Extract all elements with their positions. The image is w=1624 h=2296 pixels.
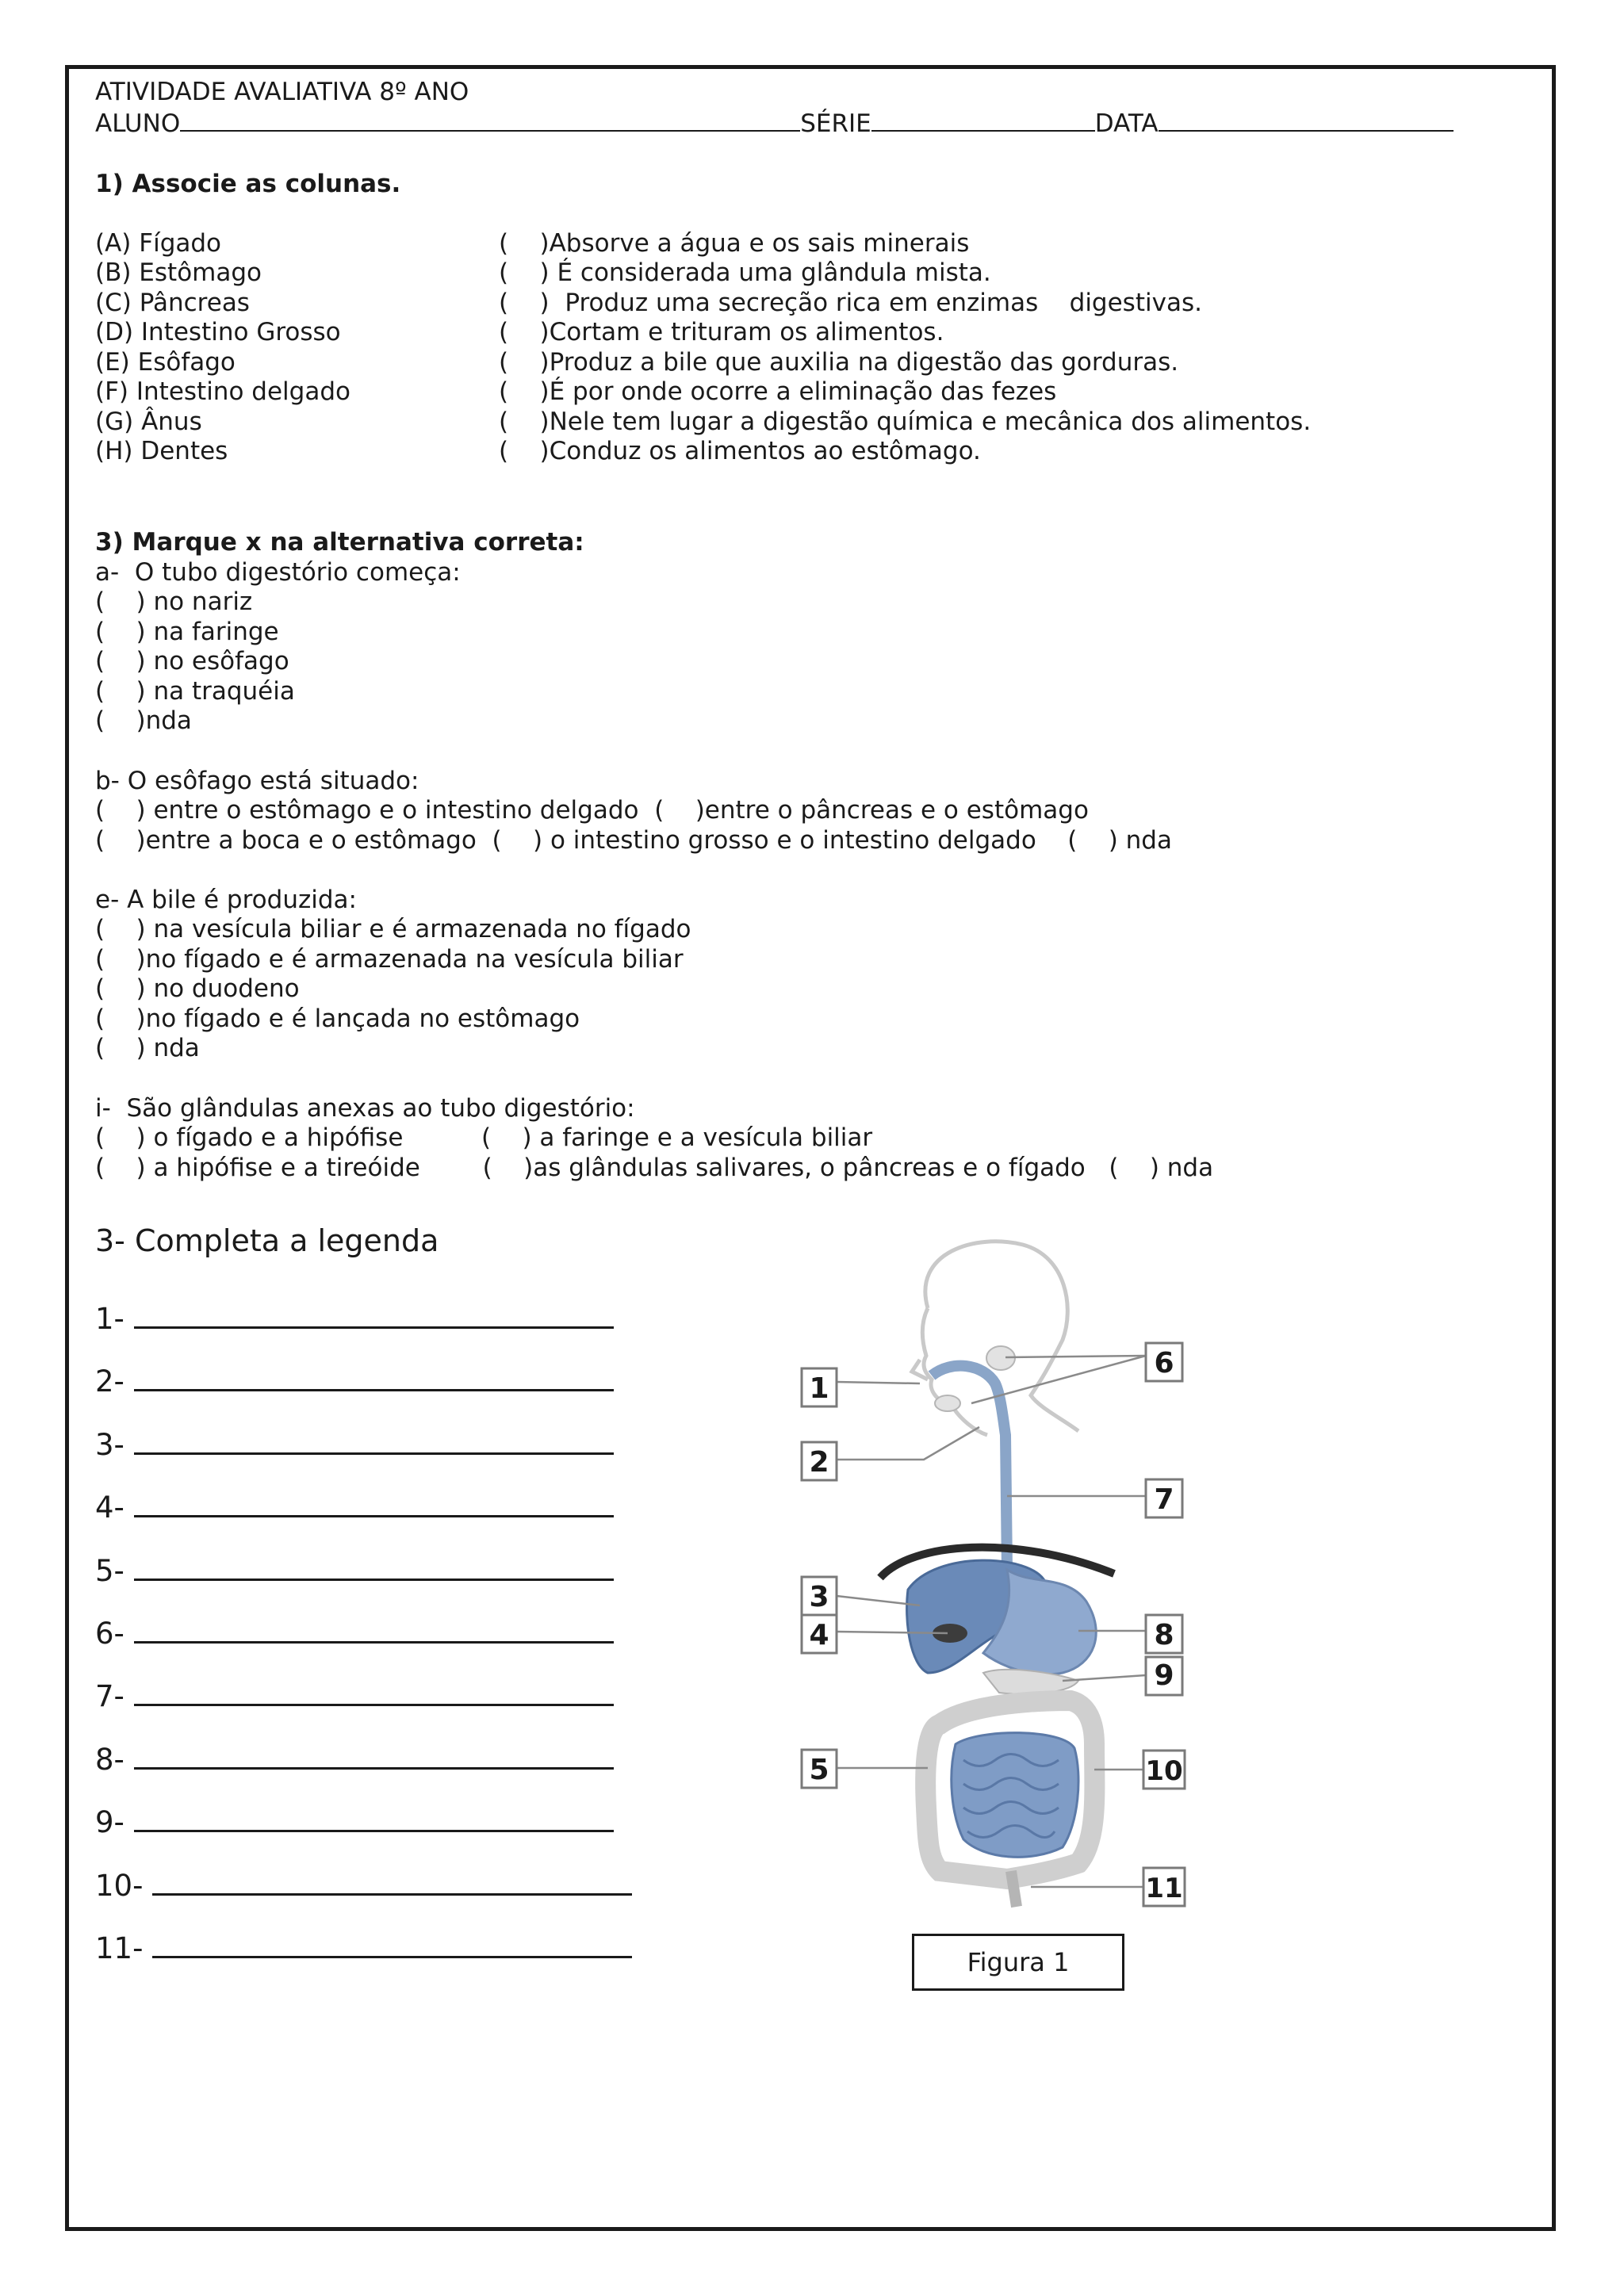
q3i-question: i- São glândulas anexas ao tubo digestório: bbox=[95, 1094, 635, 1123]
legend-item[interactable] bbox=[95, 1617, 614, 1651]
legend-answer-line[interactable] bbox=[134, 1365, 614, 1391]
q1-left-item: (D) Intestino Grosso bbox=[95, 318, 341, 346]
q3b-options-line[interactable]: ( ) entre o estômago e o intestino delgado ( )entre o pâncreas e o estômago bbox=[95, 796, 1089, 825]
legend-answer-line[interactable] bbox=[134, 1743, 614, 1770]
student-line bbox=[95, 108, 1454, 140]
q3b-question: b- O esôfago está situado: bbox=[95, 767, 419, 795]
q1-left-item: (A) Fígado bbox=[95, 229, 222, 258]
legend-number: 2- bbox=[95, 1364, 124, 1399]
legend-answer-line[interactable] bbox=[134, 1680, 614, 1706]
aluno-label: ALUNO bbox=[95, 109, 181, 138]
q3a-question: a- O tubo digestório começa: bbox=[95, 558, 461, 587]
legend-number: 11- bbox=[95, 1931, 144, 1965]
q3e-option[interactable]: ( )no fígado e é armazenada na vesícula biliar bbox=[95, 945, 684, 974]
q3a-option[interactable]: ( )nda bbox=[95, 706, 192, 735]
legend-item[interactable] bbox=[95, 1743, 614, 1777]
q1-left-item: (H) Dentes bbox=[95, 437, 228, 465]
figure-label-4: 4 bbox=[809, 1619, 829, 1651]
q3a-option[interactable]: ( ) no nariz bbox=[95, 587, 253, 616]
legend-item[interactable] bbox=[95, 1805, 614, 1839]
figure-label-11: 11 bbox=[1145, 1873, 1183, 1904]
data-label: DATA bbox=[1094, 109, 1159, 138]
figure-caption: Figura 1 bbox=[912, 1934, 1124, 1991]
q3a-option[interactable]: ( ) na faringe bbox=[95, 618, 279, 646]
legend-answer-line[interactable] bbox=[134, 1491, 614, 1517]
q1-title: 1) Associe as colunas. bbox=[95, 170, 401, 198]
legend-number: 10- bbox=[95, 1869, 144, 1903]
q1-right-item[interactable]: ( )Produz a bile que auxilia na digestão das gorduras. bbox=[499, 348, 1179, 377]
figure-label-6: 6 bbox=[1154, 1347, 1174, 1380]
q3e-option[interactable]: ( ) nda bbox=[95, 1034, 200, 1062]
legend-answer-line[interactable] bbox=[134, 1806, 614, 1832]
legend-item[interactable] bbox=[95, 1364, 614, 1399]
legend-number: 3- bbox=[95, 1428, 124, 1462]
salivary-gland-shape bbox=[935, 1395, 960, 1411]
q1-left-item: (E) Esôfago bbox=[95, 348, 236, 377]
worksheet-title: ATIVIDADE AVALIATIVA 8º ANO bbox=[95, 78, 469, 106]
q3-title: 3) Marque x na alternativa correta: bbox=[95, 528, 584, 557]
legend-number: 1- bbox=[95, 1302, 124, 1336]
serie-blank[interactable] bbox=[871, 108, 1095, 132]
q3a-option[interactable]: ( ) no esôfago bbox=[95, 647, 289, 675]
figure-label-5: 5 bbox=[809, 1754, 829, 1786]
legend-answer-line[interactable] bbox=[134, 1303, 614, 1329]
legend-number: 4- bbox=[95, 1490, 124, 1525]
legend-answer-line[interactable] bbox=[134, 1617, 614, 1644]
figure-label-8: 8 bbox=[1154, 1619, 1174, 1651]
legend-item[interactable] bbox=[95, 1302, 614, 1336]
figure-label-10: 10 bbox=[1145, 1755, 1183, 1787]
q3e-option[interactable]: ( )no fígado e é lançada no estômago bbox=[95, 1004, 580, 1033]
small-intestine-shape bbox=[952, 1733, 1078, 1858]
q3i-options-line[interactable]: ( ) o fígado e a hipófise ( ) a faringe e a vesícula biliar bbox=[95, 1123, 873, 1152]
q3e-option[interactable]: ( ) no duodeno bbox=[95, 974, 300, 1003]
q1-right-item[interactable]: ( )Absorve a água e os sais minerais bbox=[499, 229, 970, 258]
aluno-blank[interactable] bbox=[180, 108, 800, 132]
legend-answer-line[interactable] bbox=[152, 1869, 632, 1896]
legend-item[interactable] bbox=[95, 1869, 632, 1903]
legend-item[interactable] bbox=[95, 1679, 614, 1713]
q1-right-item[interactable]: ( )Conduz os alimentos ao estômago. bbox=[499, 437, 981, 465]
q1-right-item[interactable]: ( )Nele tem lugar a digestão química e mecânica dos alimentos. bbox=[499, 408, 1312, 436]
q1-right-item[interactable]: ( ) É considerada uma glândula mista. bbox=[499, 258, 991, 287]
q1-left-item: (F) Intestino delgado bbox=[95, 377, 350, 406]
legend-answer-line[interactable] bbox=[134, 1555, 614, 1581]
q3b-options-line[interactable]: ( )entre a boca e o estômago ( ) o intestino grosso e o intestino delgado ( ) nda bbox=[95, 826, 1172, 855]
q3e-option[interactable]: ( ) na vesícula biliar e é armazenada no fígado bbox=[95, 915, 691, 943]
figure-label-2: 2 bbox=[809, 1446, 829, 1479]
digestive-system-figure bbox=[785, 1237, 1197, 1919]
legend-number: 6- bbox=[95, 1617, 124, 1651]
legend-title: 3- Completa a legenda bbox=[95, 1223, 439, 1258]
q1-left-item: (C) Pâncreas bbox=[95, 289, 250, 317]
q1-right-item[interactable]: ( ) Produz uma secreção rica em enzimas digestivas. bbox=[499, 289, 1202, 317]
data-blank[interactable] bbox=[1159, 108, 1454, 132]
q3i-options-line[interactable]: ( ) a hipófise e a tireóide ( )as glândulas salivares, o pâncreas e o fígado ( ) nda bbox=[95, 1154, 1214, 1182]
q1-right-item[interactable]: ( )Cortam e trituram os alimentos. bbox=[499, 318, 944, 346]
legend-item[interactable] bbox=[95, 1490, 614, 1525]
legend-number: 8- bbox=[95, 1743, 124, 1777]
legend-answer-line[interactable] bbox=[152, 1932, 632, 1958]
rectum-shape bbox=[1011, 1871, 1017, 1907]
q1-left-item: (G) Ânus bbox=[95, 408, 202, 436]
figure-label-1: 1 bbox=[809, 1372, 829, 1405]
legend-answer-line[interactable] bbox=[134, 1429, 614, 1455]
legend-item[interactable] bbox=[95, 1931, 632, 1965]
legend-number: 7- bbox=[95, 1679, 124, 1713]
q3a-option[interactable]: ( ) na traquéia bbox=[95, 677, 295, 706]
figure-label-3: 3 bbox=[809, 1581, 829, 1613]
legend-item[interactable] bbox=[95, 1554, 614, 1588]
legend-number: 9- bbox=[95, 1805, 124, 1839]
serie-label: SÉRIE bbox=[800, 109, 871, 138]
figure-label-9: 9 bbox=[1154, 1659, 1174, 1692]
figure-label-7: 7 bbox=[1154, 1483, 1174, 1516]
legend-item[interactable] bbox=[95, 1428, 614, 1462]
legend-number: 5- bbox=[95, 1554, 124, 1588]
q1-left-item: (B) Estômago bbox=[95, 258, 262, 287]
q3e-question: e- A bile é produzida: bbox=[95, 886, 357, 914]
q1-right-item[interactable]: ( )É por onde ocorre a eliminação das fezes bbox=[499, 377, 1057, 406]
